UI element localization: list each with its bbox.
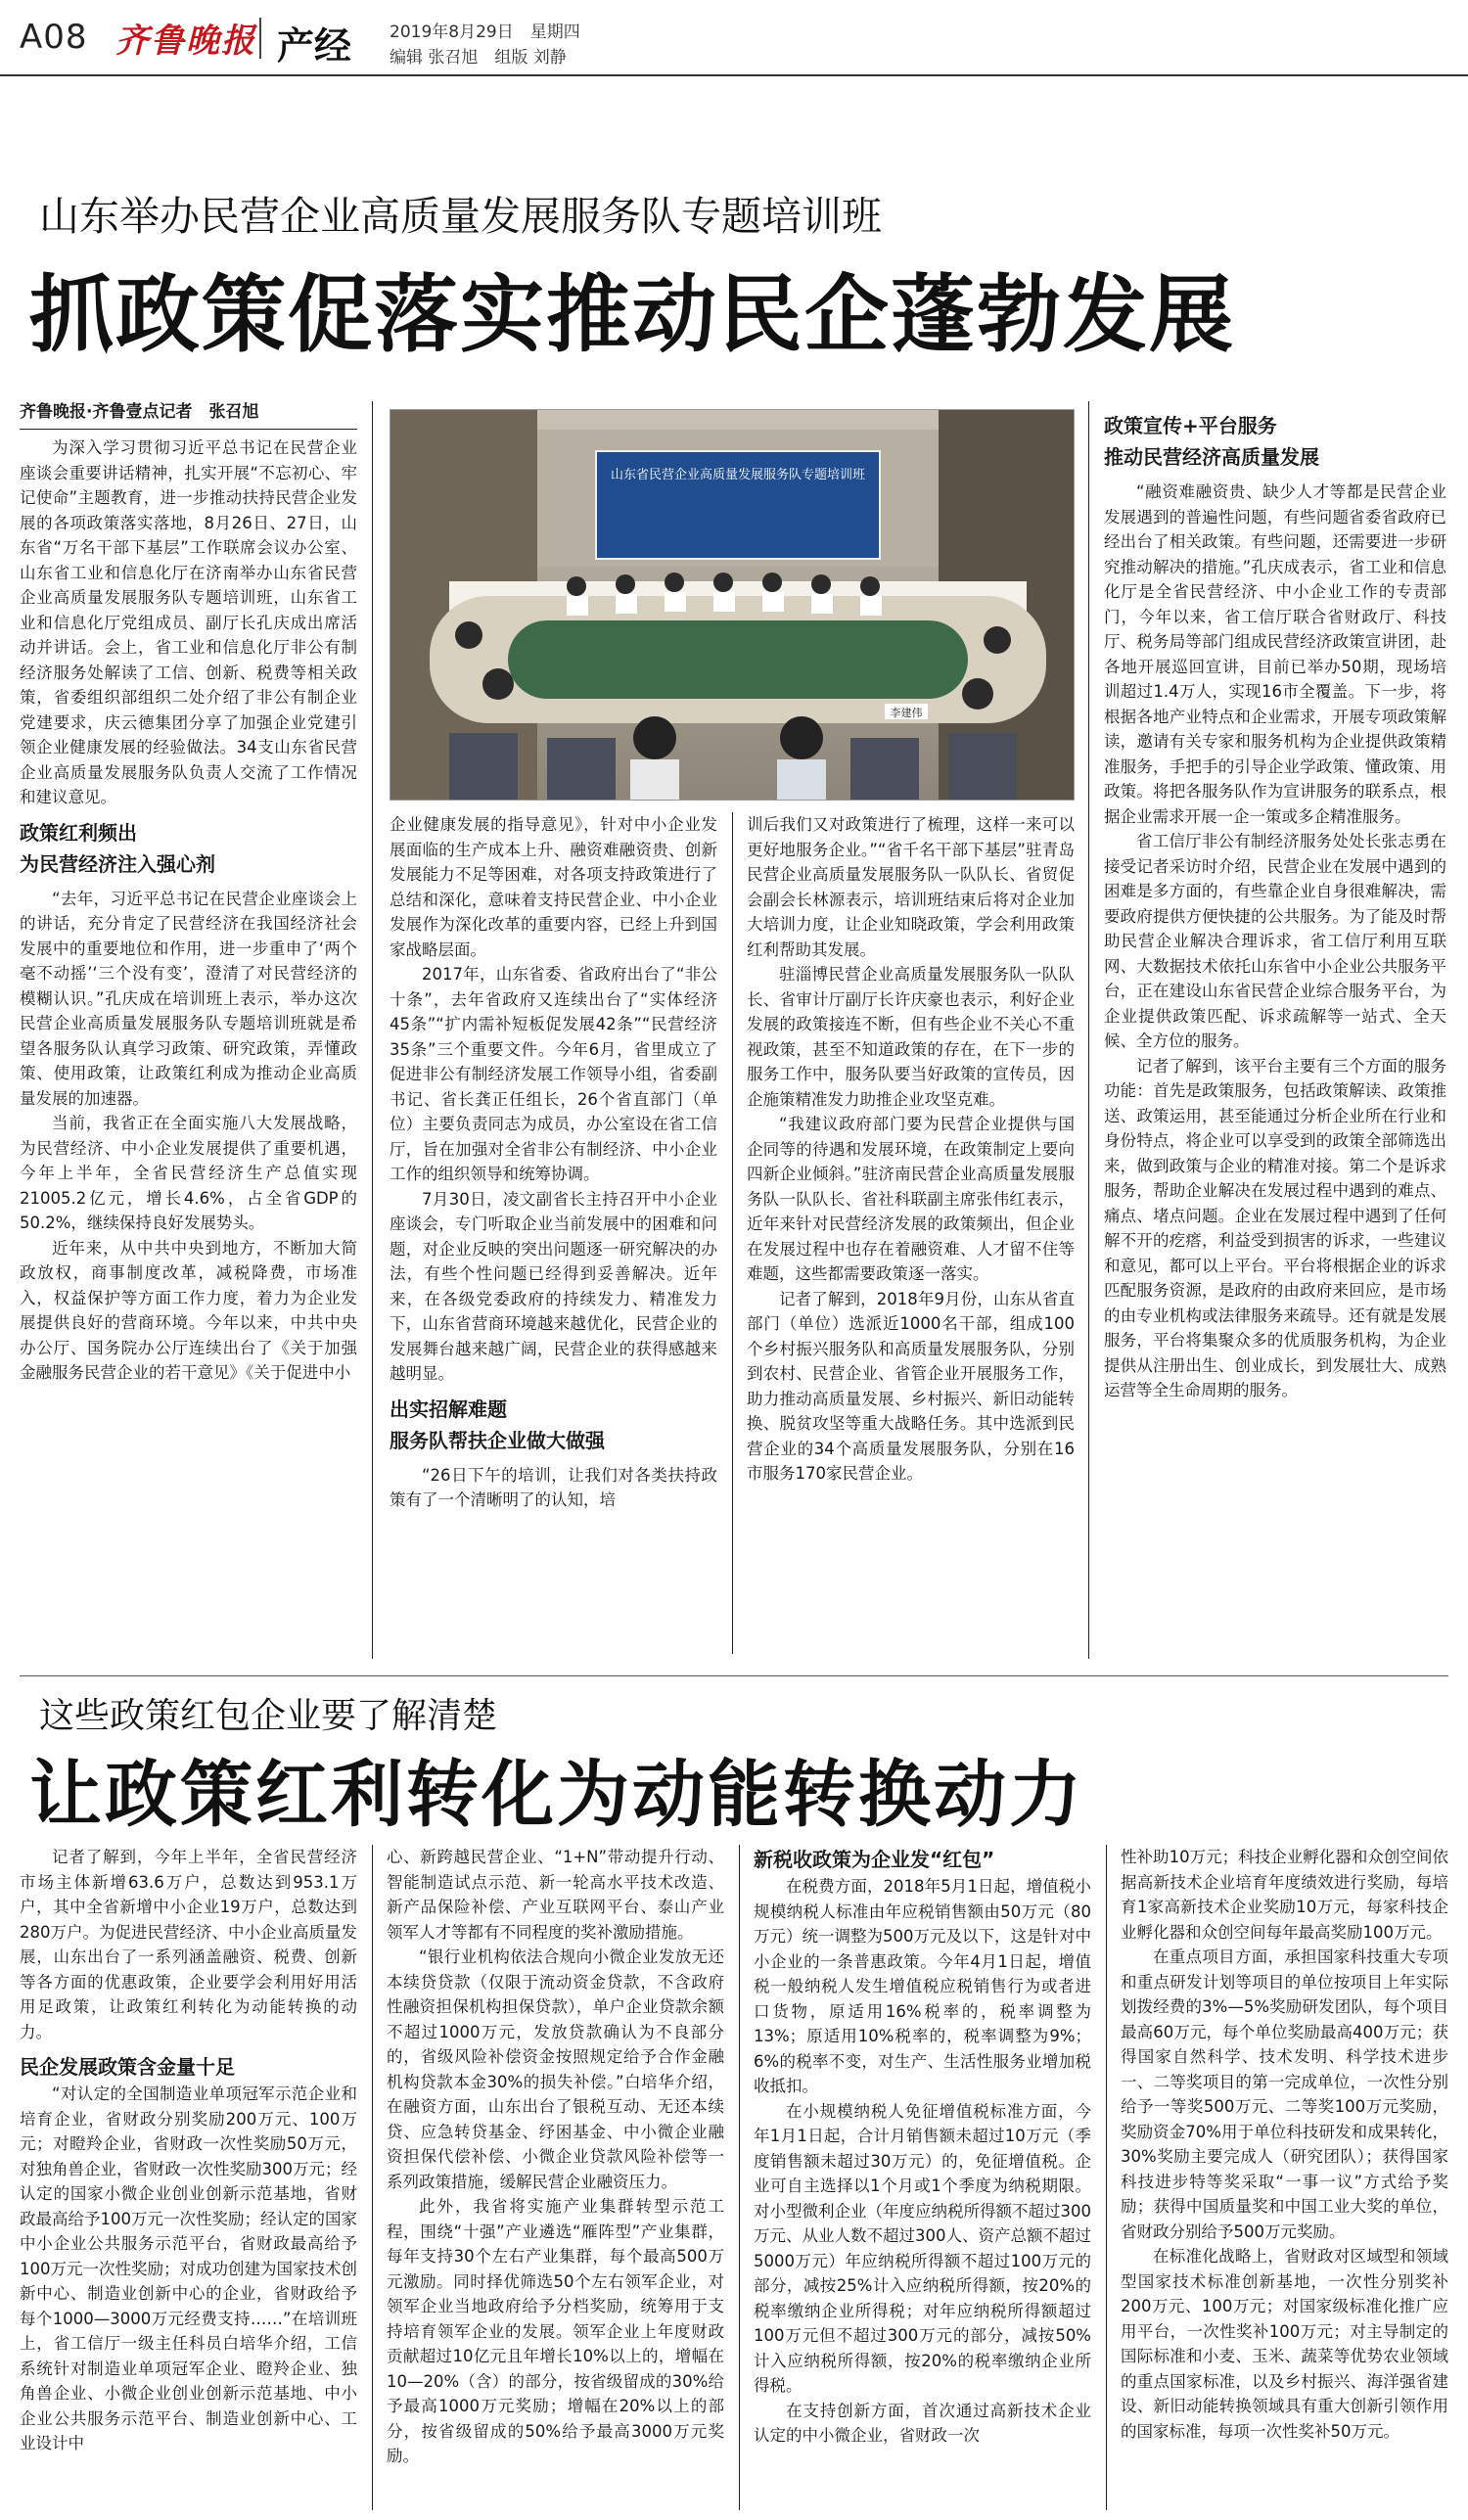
story1-column-4	[1104, 411, 1446, 1664]
paragraph: 当前，我省正在全面实施八大发展战略，为民营经济、中小企业发展提供了重要机遇，今年上半年，全省民营经济生产总值实现21005.2亿元，增长4.6%，占全省GDP的50.2%，继续保持良好发展势头。	[20, 1114, 357, 1232]
paragraph: 记者了解到，2018年9月份，山东从省直部门（单位）选派近1000名干部，组成100个乡村振兴服务队和高质量发展服务队，分别到农村、民营企业、省管企业开展服务工作，助力推动高质量发展、乡村振兴、新旧动能转换、脱贫攻坚等重大战略任务。其中选派到民营企业的34个高质量发展服务队，分别在16市服务170家民营企业。	[747, 1289, 1075, 1483]
paragraph: 在小规模纳税人免征增值税标准方面，今年1月1日起，合计月销售额未超过10万元（季度销售额未超过30万元）的，免征增值税。企业可自主选择以1个月或1个季度为纳税期限。对小型微利企业（年度应纳税所得额不超过300万元、从业人数不超过300人、资产总额不超过5000万元）年应纳税所得额不超过100万元的部分，减按25%计入应纳税所得额，按20%的税率缴纳企业所得税；对年应纳税所得额超过100万元但不超过300万元的部分，减按50%计入应纳税所得额，按20%的税率缴纳企业所得税。	[754, 2101, 1091, 2395]
paragraph: 训后我们又对政策进行了梳理，这样一来可以更好地服务企业。”“省千名干部下基层”驻青岛民营企业高质量发展服务队一队队长、省贸促会副会长林源表示，培训班结束后将对企业加大培训力度，让企业知晓政策，学会利用政策红利帮助其发展。	[747, 815, 1075, 959]
paragraph: 7月30日，凌文副省长主持召开中小企业座谈会，专门听取企业当前发展中的困难和问题，对企业反映的突出问题逐一研究解决的办法，有些个性问题已经得到妥善解决。近年来，在各级党委政府的持续发力、精准发力下，山东省营商环境越来越优化，民营企业的发展舞台越来越广阔，民营企业的获得感越来越明显。	[390, 1189, 717, 1383]
paragraph: 此外，我省将实施产业集群转型示范工程，围绕“十强”产业遴选“雁阵型”产业集群，每年支持30个左右产业集群，每个最高500万元激励。同时择优筛选50个左右领军企业，对领军企业当地政府给予分档奖励，统筹用于支持培育领军企业的发展。领军企业上年度财政贡献超过10亿元且年增长10%以上的，增幅在10—20%（含）的部分，按省级留成的30%给予最高1000万元奖励；增幅在20%以上的部分，按省级留成的50%给予最高3000万元奖励。	[387, 2197, 724, 2465]
byline: 齐鲁晚报·齐鲁壹点记者 张召旭	[20, 399, 357, 430]
issue-date: 2019年8月29日 星期四	[390, 23, 580, 42]
column-divider	[1106, 1845, 1107, 2510]
section-name: 产经	[277, 24, 352, 68]
story2-column-3	[754, 1845, 1091, 2510]
paragraph: “26日下午的培训，让我们对各类扶持政策有了一个清晰明了的认知，培	[390, 1465, 717, 1509]
meeting-photo	[390, 409, 1075, 801]
subheading: 民企发展政策含金量十足	[20, 2055, 235, 2079]
paragraph: 记者了解到，该平台主要有三个方面的服务功能：首先是政策服务，包括政策解读、政策推送、政策运用，甚至能通过分析企业所在行业和身份特点，将企业可以享受到的政策全部筛选出来，做到政策与企业的精准对接。第二个是诉求服务，帮助企业解决在发展过程中遇到的难点、痛点、堵点问题。企业在发展过程中遇到了任何解不开的疙瘩，利益受到损害的诉求，一些建议和意见，都可以上平台。平台将根据企业的诉求匹配服务资源，是政府的由政府来回应，是市场的由专业机构或法律服务来疏导。还有就是发展服务，平台将集聚众多的优质服务机构，为企业提供从注册出生、创业成长，到发展壮大、成熟运营等全生命周期的服务。	[1104, 1056, 1446, 1399]
subheading: 政策宣传+平台服务	[1104, 414, 1277, 437]
paragraph: “银行业机构依法合规向小微企业发放无还本续贷贷款（仅限于流动资金贷款，不含政府性融资担保机构担保贷款），单户企业贷款余额不超过1000万元，发放贷款确认为不良部分的，省级风险补偿资金按照规定给予合作金融机构贷款本金30%的损失补偿。”白培华介绍，在融资方面，山东出台了银税互动、无还本续贷、应急转贷基金、纾困基金、中小微企业融资担保代偿补偿、小微企业贷款风险补偿等一系列政策措施，缓解民营企业融资压力。	[387, 1947, 724, 2191]
subheading: 推动民营经济高质量发展	[1104, 445, 1319, 469]
page-number: A08	[20, 18, 88, 57]
paragraph: 性补助10万元；科技企业孵化器和众创空间依据高新技术企业培育年度绩效进行奖励，每培育1家高新技术企业奖励10万元，每家科技企业孵化器和众创空间每年最高奖励100万元。	[1121, 1848, 1448, 1942]
paragraph: “融资难融资贵、缺少人才等都是民营企业发展遇到的普遍性问题，有些问题省委省政府已经出台了相关政策。有些问题，还需要进一步研究推动解决的措施。”孔庆成表示，省工业和信息化厅是全省民营经济、中小企业工作的专责部门，今年以来，省工信厅联合省财政厅、科技厅、税务局等部门组成民营经济政策宣讲团，赴各地开展巡回宣讲，目前已举办50期，现场培训超过1.4万人，实现16市全覆盖。下一步，将根据各地产业特点和企业需求，开展专项政策解读，邀请有关专家和服务机构为企业提供政策精准服务，手把手的引导企业学政策、懂政策、用政策。将把各服务队作为宣讲服务的联系点，根据企业需求开展一企一策或多企精准服务。	[1104, 482, 1446, 826]
story-separator	[20, 1675, 1448, 1676]
nameplate-text: 李建伟	[890, 707, 923, 719]
paragraph: 为深入学习贯彻习近平总书记在民营企业座谈会重要讲话精神，扎实开展“不忘初心、牢记使命”主题教育，进一步推动扶持民营企业发展的各项政策落实落地，8月26日、27日，山东省“万名干部下基层”工作联席会议办公室、山东省工业和信息化厅在济南举办山东省民营企业高质量发展服务队专题培训班，山东省工业和信息化厅党组成员、副厅长孔庆成出席活动并讲话。会上，省工业和信息化厅非公有制经济服务处解读了工信、创新、税费等相关政策，省委组织部组织二处介绍了非公有制企业党建要求，庆云德集团分享了加强企业党建引领企业健康发展的经验做法。34支山东省民营企业高质量发展服务队负责人交流了工作情况和建议意见。	[20, 438, 357, 806]
paragraph: 在重点项目方面，承担国家科技重大专项和重点研发计划等项目的单位按项目上年实际划拨经费的3%—5%奖励研发团队，每个项目最高60万元，每个单位奖励最高400万元；获得国家自然科学、技术发明、科学技术进步一、二等奖项目的第一完成单位，一次性分别给予一等奖500万元、二等奖100万元奖励，奖励资金70%用于单位科技研发和成果转化，30%奖励主要完成人（研究团队）；获得国家科技进步特等奖采取“一事一议”方式给予奖励；获得中国质量奖和中国工业大奖的单位，省财政分别给予500万元奖励。	[1121, 1947, 1448, 2241]
story1-column-1	[20, 399, 357, 1668]
paragraph: 心、新跨越民营企业、“1+N”带动提升行动、智能制造试点示范、新一轮高水平技术改造、新产品保险补偿、产业互联网平台、泰山产业领军人才等都有不同程度的奖补激励措施。	[387, 1848, 724, 1942]
paragraph: 记者了解到，今年上半年，全省民营经济市场主体新增63.6万户，总数达到953.1万户，其中全省新增中小企业19万户，总数达到280万户。为促进民营经济、中小企业高质量发展，山东出台了一系列涵盖融资、税费、创新等各方面的优惠政策，企业要学会利用好用活用足政策，让政策红利转化为动能转换的动力。	[20, 1848, 357, 2041]
banner-text: 山东省民营企业高质量发展服务队专题培训班	[610, 468, 866, 482]
paragraph: 在支持创新方面，首次通过高新技术企业认定的中小微企业，省财政一次	[754, 2401, 1091, 2445]
paragraph: 在税费方面，2018年5月1日起，增值税小规模纳税人标准由年应税销售额由50万元（80万元）统一调整为500万元及以下，这是针对中小企业的一条普惠政策。今年4月1日起，增值税一般纳税人发生增值税应税销售行为或者进口货物，原适用16%税率的，税率调整为13%；原适用10%税率的，税率调整为9%；6%的税率不变，对生产、生活性服务业增加税收抵扣。	[754, 1877, 1091, 2095]
paragraph: 在标准化战略上，省财政对区域型和领域型国家技术标准创新基地，一次性分别奖补200万元、100万元；对国家级标准化推广应用平台，一次性奖补100万元；对主导制定的国际标准和小麦、玉米、蔬菜等优势农业领域的重点国家标准，以及乡村振兴、海洋强省建设、新旧动能转换领域具有重大创新引领作用的国家标准，每项一次性奖补50万元。	[1121, 2247, 1448, 2441]
column-divider	[372, 401, 373, 1659]
column-divider	[1088, 401, 1089, 1659]
story1-kicker: 山东举办民营企业高质量发展服务队专题培训班	[39, 193, 882, 240]
column-divider	[732, 812, 733, 1654]
paragraph: 2017年，山东省委、省政府出台了“非公十条”，去年省政府又连续出台了“实体经济45条”“扩内需补短板促发展42条”“民营经济35条”三个重要文件。今年6月，省里成立了促进非公有制经济发展工作领导小组，省委副书记、省长龚正任组长，26个省直部门（单位）主要负责同志为成员，办公室设在省工信厅，旨在加强对全省非公有制经济、中小企业工作的组织领导和统筹协调。	[390, 965, 717, 1183]
paragraph: “对认定的全国制造业单项冠军示范企业和培育企业，省财政分别奖励200万元、100万元；对瞪羚企业，省财政一次性奖励50万元，对独角兽企业，省财政一次性奖励300万元；经认定的国家小微企业创业创新示范基地，省财政最高给予100万元一次性奖励；经认定的国家中小企业公共服务示范平台，省财政最高给予100万元一次性奖励；对成功创建为国家技术创新中心、制造业创新中心的企业，省财政给予每个1000—3000万元经费支持……”在培训班上，省工信厅一级主任科员白培华介绍，工信系统针对制造业单项冠军企业、瞪羚企业、独角兽企业、小微企业创业创新示范基地、中小企业公共服务示范平台、制造业创新中心、工业设计中	[20, 2085, 357, 2452]
story2-column-1	[20, 1845, 357, 2510]
paragraph: 省工信厅非公有制经济服务处处长张志勇在接受记者采访时介绍，民营企业在发展中遇到的困难是多方面的，有些靠企业自身很难解决，需要政府提供方便快捷的公共服务。为了能及时帮助民营企业解决合理诉求，省工信厅利用互联网、大数据技术依托山东省中小企业公共服务平台，正在建设山东省民营企业综合服务平台，为企业提供政策匹配、诉求疏解等一站式、全天候、全方位的服务。	[1104, 832, 1446, 1050]
column-divider	[372, 1845, 373, 2510]
paragraph: 企业健康发展的指导意见》，针对中小企业发展面临的生产成本上升、融资难融资贵、创新发展能力不足等困难，对各项支持政策进行了总结和深化，意味着支持民营企业、中小企业发展作为深化改革的重要内容，已经上升到国家战略层面。	[390, 815, 717, 959]
story2-headline: 让政策红利转化为动能转换动力	[29, 1753, 1084, 1837]
story2-column-2	[387, 1845, 724, 2510]
subheading: 新税收政策为企业发“红包”	[754, 1848, 995, 1871]
column-divider	[739, 1845, 740, 2510]
story1-column-3	[747, 812, 1075, 1664]
paragraph: “去年，习近平总书记在民营企业座谈会上的讲话，充分肯定了民营经济在我国经济社会发展中的重要地位和作用，进一步重申了‘两个毫不动摇’‘三个没有变’，澄清了对民营经济的模糊认识。”孔庆成在培训班上表示，举办这次民营企业高质量发展服务队专题培训班就是希望各服务队认真学习政策、研究政策，弄懂政策、使用政策，让政策红利成为推动企业高质量发展的加速器。	[20, 889, 357, 1108]
subheading: 为民营经济注入强心剂	[20, 851, 215, 876]
paragraph: 近年来，从中共中央到地方，不断加大简政放权，商事制度改革，减税降费，市场准入，权益保护等方面工作力度，着力为企业发展提供良好的营商环境。今年以来，中共中央办公厅、国务院办公厅连续出台了《关于加强金融服务民营企业的若干意见》《关于促进中小	[20, 1238, 357, 1382]
meeting-photo-image	[390, 410, 1075, 801]
subheading: 政策红利频出	[20, 820, 137, 845]
editor-credit: 编辑 张召旭 组版 刘静	[390, 48, 567, 68]
subheading: 出实招解难题	[390, 1397, 507, 1421]
story2-column-4	[1121, 1845, 1448, 2510]
story1-headline: 抓政策促落实推动民企蓬勃发展	[29, 266, 1235, 364]
subheading: 服务队帮扶企业做大做强	[390, 1428, 605, 1452]
paragraph: “我建议政府部门要为民营企业提供与国企同等的待遇和发展环境，在政策制定上要向四新企业倾斜。”驻济南民营企业高质量发展服务队一队队长、省社科联副主席张伟红表示，近年来针对民营经济发展的政策频出，但企业在发展过程中也存在着融资难、人才留不住等难题，这些都需要政策逐一落实。	[747, 1115, 1075, 1283]
newspaper-logo: 齐鲁晚报	[115, 22, 256, 61]
masthead-divider	[259, 18, 261, 59]
story1-column-2	[390, 812, 717, 1664]
paragraph: 驻淄博民营企业高质量发展服务队一队队长、省审计厅副厅长许庆豪也表示，利好企业发展的政策接连不断，但有些企业不关心不重视政策，甚至不知道政策的存在，在下一步的服务工作中，服务队要当好政策的宣传员，因企施策精准发力助推企业攻坚克难。	[747, 965, 1075, 1109]
masthead-rule	[0, 74, 1468, 76]
story2-kicker: 这些政策红包企业要了解清楚	[39, 1696, 498, 1736]
